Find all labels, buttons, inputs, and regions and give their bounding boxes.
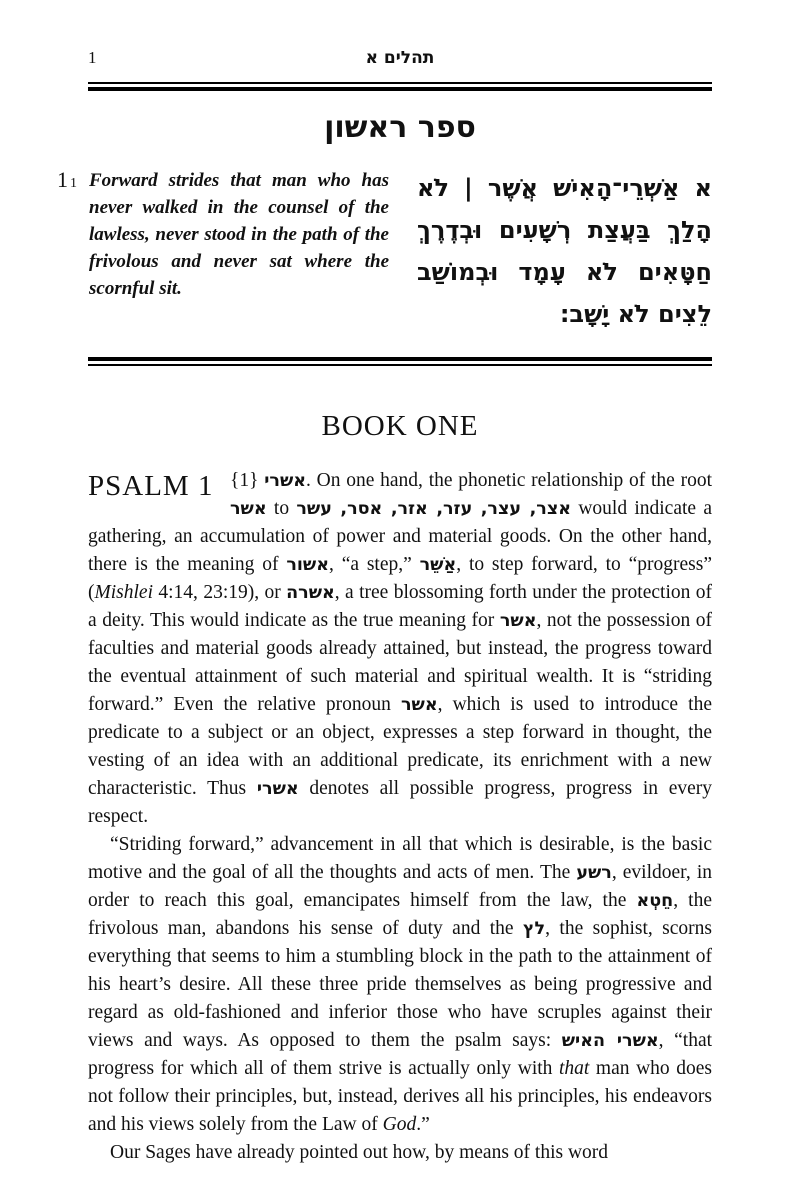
spacer [0,335,800,357]
commentary-body [88,467,712,1167]
sefer-rishon-title: ספר ראשון [324,110,476,145]
page-number: 1 [88,48,97,67]
psalm-heading: PSALM 1 [88,470,214,502]
bottom-double-rule [88,357,712,366]
verse-numbers [57,167,89,197]
commentary-paragraph-3: Our Sages have already pointed out how, by means of this word [110,1142,609,1163]
commentary-paragraph-2: “Striding forward,” advancement in all that which is desirable, is the basic motive and the goal of all the thoughts and acts of men. The רשע, evildoer, in order to reach this goal, emancipates himself from the law, the חֵטְא, the frivolous man, abandons his sense of duty and the לץ, the sophist, scorns everything that seems to him a stumbling block in the path to the attainment of his heart’s desire. All these three pride themselves as being progressive and regard as old-fashioned and inferior those who have scruples against their views and ways. As opposed to them the psalm says: אשרי האיש, “that progress for which all of them strive is actually only with that man who does not follow their principles, but, instead, derives all his principles, his endeavors and his views solely from the Law of God.” [88,834,713,1135]
commentary-paragraph-1: {1} אשרי. On one hand, the phonetic relationship of the root אשר to אצר, עצר, עזר, אזר, אסר, עשר would indicate a gathering, an accumulation of power and material goods. On the other hand, there is the meaning of אשור, “a step,” אַשֵּׁר, to step forward, to “progress” (Mishlei 4:14, 23:19), or אשרה, a tree blossoming forth under the protection of a deity. This would indicate as the true meaning for אשר, not the possession of faculties and material goods already attained, but instead, the progress toward the eventual attainment of such material and spiritual wealth. It is “striding forward.” Even the relative pronoun אשר, which is used to introduce the predicate to a subject or an object, expresses a step forward in thought, the vesting of an idea with an additional predicate, its enrichment with a new characteristic. Thus אשרי denotes all possible progress, progress in every respect. [88,470,713,827]
running-head [88,0,712,68]
verse-number: 1 [70,176,77,191]
book-one-title: BOOK ONE [321,410,479,442]
verse-hebrew-text: א אַשְׁרֵי־הָאִישׁ אֲשֶׁר | לֹא הָלַךְ בַּעֲצַת רְשָׁעִים וּבְדֶרֶךְ חַטָּאִים לֹא עָמָד וּבְמוֹשַׁב לֵצִים לֹא יָשָׁב: [417,174,712,328]
verse-translation: Forward strides that man who has never walked in the counsel of the lawless, never stood in the path of the frivolous and never sat where the scornful sit. [89,170,389,299]
top-double-rule [88,82,712,91]
chapter-number: 1 [57,167,68,192]
verse-block [57,167,712,335]
hebrew-running-head: תהלים א [365,48,435,68]
